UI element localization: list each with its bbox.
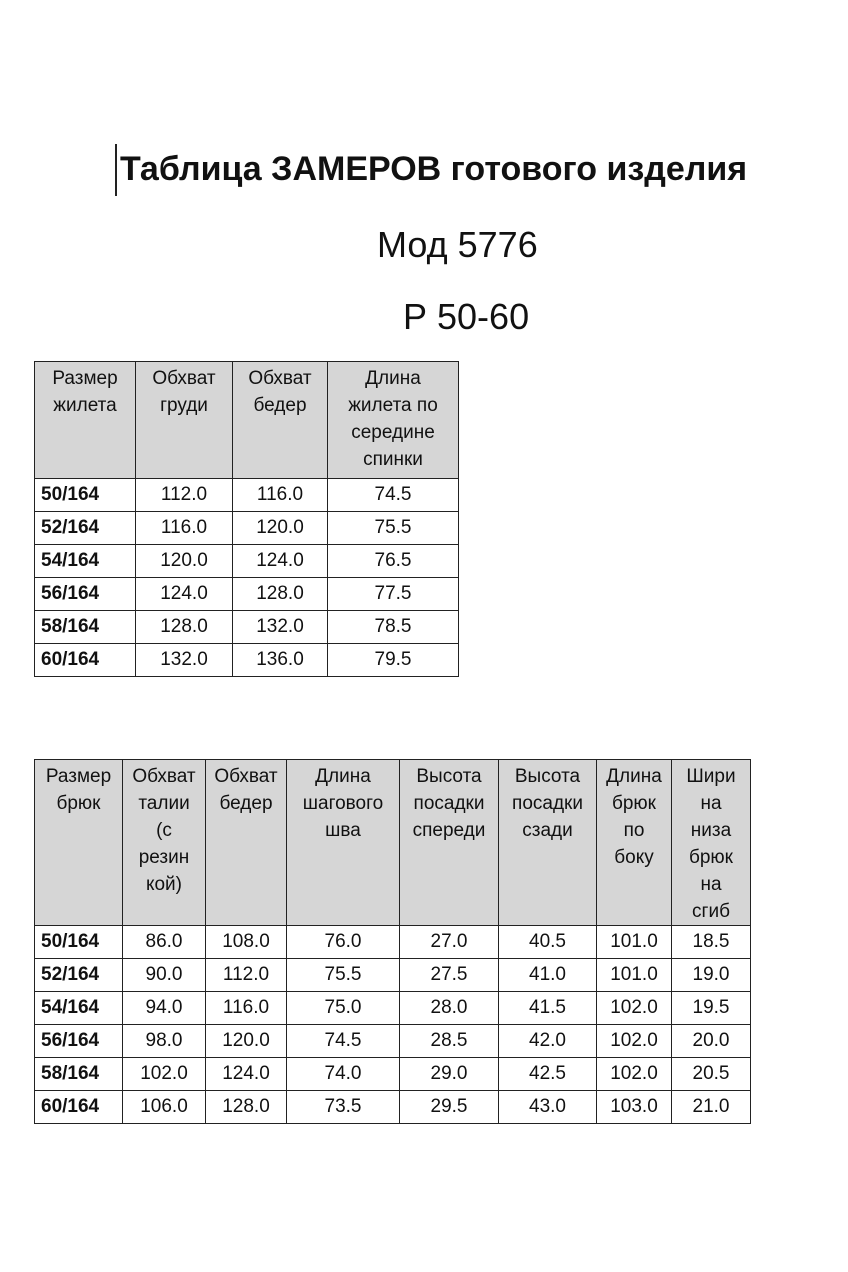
- inseam-length-cell: 75.0: [287, 992, 400, 1025]
- back-rise-cell: 41.0: [499, 959, 597, 992]
- table-row: [35, 959, 751, 992]
- column-header-hip-girth: Обхват бедер: [206, 760, 287, 926]
- table-row: [35, 611, 459, 644]
- column-header-inseam-length: Длина шагового шва: [287, 760, 400, 926]
- table-header-row: [35, 362, 459, 479]
- inseam-length-cell: 76.0: [287, 926, 400, 959]
- column-header-vest-back-length: Длина жилета по середине спинки: [328, 362, 459, 479]
- size-cell: 50/164: [35, 479, 136, 512]
- back-rise-cell: 40.5: [499, 926, 597, 959]
- hip-girth-cell: 120.0: [233, 512, 328, 545]
- waist-girth-cell: 94.0: [123, 992, 206, 1025]
- front-rise-cell: 29.0: [400, 1058, 499, 1091]
- back-rise-cell: 43.0: [499, 1091, 597, 1124]
- hip-girth-cell: 108.0: [206, 926, 287, 959]
- vest-length-cell: 78.5: [328, 611, 459, 644]
- text-cursor: [115, 144, 117, 196]
- size-cell: 56/164: [35, 1025, 123, 1058]
- back-rise-cell: 41.5: [499, 992, 597, 1025]
- chest-girth-cell: 112.0: [136, 479, 233, 512]
- table-row: [35, 479, 459, 512]
- hip-girth-cell: 128.0: [206, 1091, 287, 1124]
- waist-girth-cell: 106.0: [123, 1091, 206, 1124]
- side-length-cell: 102.0: [597, 992, 672, 1025]
- size-range: Р 50-60: [403, 296, 530, 337]
- table-row: [35, 545, 459, 578]
- size-cell: 60/164: [35, 1091, 123, 1124]
- hem-width-cell: 20.0: [672, 1025, 751, 1058]
- column-header-side-length: Длина брюк по боку: [597, 760, 672, 926]
- vest-measurements-table: [34, 361, 459, 677]
- side-length-cell: 101.0: [597, 926, 672, 959]
- column-header-back-rise: Высота посадки сзади: [499, 760, 597, 926]
- table-row: [35, 644, 459, 677]
- front-rise-cell: 29.5: [400, 1091, 499, 1124]
- column-header-pants-size: Размер брюк: [35, 760, 123, 926]
- waist-girth-cell: 102.0: [123, 1058, 206, 1091]
- model-number: Мод 5776: [377, 224, 538, 265]
- table-row: [35, 1025, 751, 1058]
- hip-girth-cell: 116.0: [206, 992, 287, 1025]
- hem-width-cell: 20.5: [672, 1058, 751, 1091]
- inseam-length-cell: 75.5: [287, 959, 400, 992]
- column-header-front-rise: Высота посадки спереди: [400, 760, 499, 926]
- hip-girth-cell: 132.0: [233, 611, 328, 644]
- hip-girth-cell: 120.0: [206, 1025, 287, 1058]
- vest-length-cell: 74.5: [328, 479, 459, 512]
- front-rise-cell: 28.0: [400, 992, 499, 1025]
- column-header-vest-size: Размер жилета: [35, 362, 136, 479]
- chest-girth-cell: 116.0: [136, 512, 233, 545]
- size-cell: 58/164: [35, 611, 136, 644]
- pants-measurements-table: [34, 759, 751, 1124]
- size-cell: 58/164: [35, 1058, 123, 1091]
- inseam-length-cell: 74.5: [287, 1025, 400, 1058]
- hip-girth-cell: 124.0: [233, 545, 328, 578]
- size-cell: 50/164: [35, 926, 123, 959]
- hip-girth-cell: 116.0: [233, 479, 328, 512]
- page-title: Таблица ЗАМЕРОВ готового изделия: [120, 150, 748, 188]
- hip-girth-cell: 112.0: [206, 959, 287, 992]
- hem-width-cell: 19.5: [672, 992, 751, 1025]
- column-header-hip-girth: Обхват бедер: [233, 362, 328, 479]
- hem-width-cell: 21.0: [672, 1091, 751, 1124]
- chest-girth-cell: 124.0: [136, 578, 233, 611]
- column-header-waist-girth: Обхват талии (с резин кой): [123, 760, 206, 926]
- table-row: [35, 1058, 751, 1091]
- table-row: [35, 926, 751, 959]
- inseam-length-cell: 74.0: [287, 1058, 400, 1091]
- chest-girth-cell: 132.0: [136, 644, 233, 677]
- vest-length-cell: 77.5: [328, 578, 459, 611]
- front-rise-cell: 27.5: [400, 959, 499, 992]
- size-cell: 56/164: [35, 578, 136, 611]
- size-cell: 60/164: [35, 644, 136, 677]
- table-row: [35, 992, 751, 1025]
- table-row: [35, 512, 459, 545]
- side-length-cell: 102.0: [597, 1058, 672, 1091]
- table-row: [35, 1091, 751, 1124]
- side-length-cell: 102.0: [597, 1025, 672, 1058]
- vest-length-cell: 75.5: [328, 512, 459, 545]
- size-cell: 52/164: [35, 959, 123, 992]
- waist-girth-cell: 90.0: [123, 959, 206, 992]
- column-header-chest-girth: Обхват груди: [136, 362, 233, 479]
- size-cell: 52/164: [35, 512, 136, 545]
- chest-girth-cell: 120.0: [136, 545, 233, 578]
- waist-girth-cell: 98.0: [123, 1025, 206, 1058]
- side-length-cell: 103.0: [597, 1091, 672, 1124]
- waist-girth-cell: 86.0: [123, 926, 206, 959]
- hem-width-cell: 18.5: [672, 926, 751, 959]
- table-row: [35, 578, 459, 611]
- back-rise-cell: 42.0: [499, 1025, 597, 1058]
- front-rise-cell: 28.5: [400, 1025, 499, 1058]
- side-length-cell: 101.0: [597, 959, 672, 992]
- hem-width-cell: 19.0: [672, 959, 751, 992]
- hip-girth-cell: 136.0: [233, 644, 328, 677]
- size-cell: 54/164: [35, 545, 136, 578]
- chest-girth-cell: 128.0: [136, 611, 233, 644]
- vest-length-cell: 76.5: [328, 545, 459, 578]
- back-rise-cell: 42.5: [499, 1058, 597, 1091]
- hip-girth-cell: 128.0: [233, 578, 328, 611]
- size-cell: 54/164: [35, 992, 123, 1025]
- inseam-length-cell: 73.5: [287, 1091, 400, 1124]
- column-header-hem-width: Шири на низа брюк на сгиб: [672, 760, 751, 926]
- table-header-row: [35, 760, 751, 926]
- front-rise-cell: 27.0: [400, 926, 499, 959]
- vest-length-cell: 79.5: [328, 644, 459, 677]
- hip-girth-cell: 124.0: [206, 1058, 287, 1091]
